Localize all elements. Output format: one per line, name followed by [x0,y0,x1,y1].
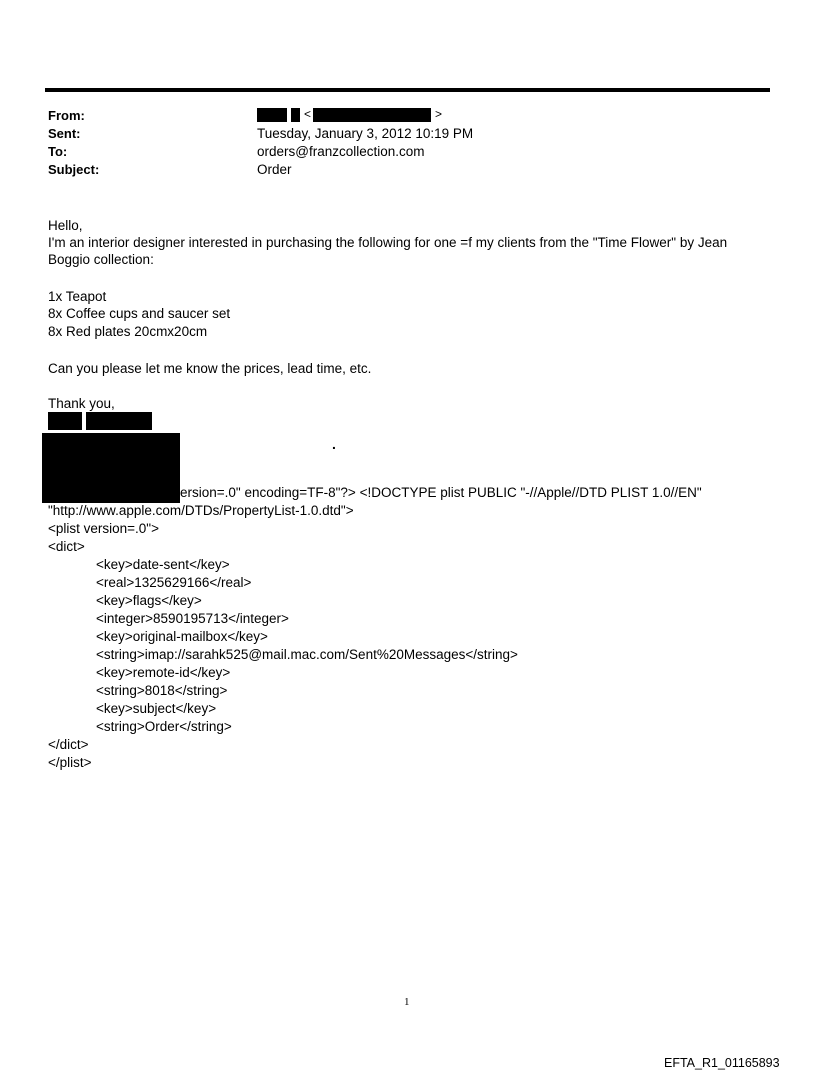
plist-line: "http://www.apple.com/DTDs/PropertyList-1.0.dtd"> [48,503,354,518]
sent-label: Sent: [48,126,81,141]
plist-line: <key>remote-id</key> [96,665,231,680]
plist-line: <dict> [48,539,85,554]
sent-value: Tuesday, January 3, 2012 10:19 PM [257,126,474,141]
stray-dot: . [332,436,336,452]
redaction-box [86,412,152,430]
plist-line: ersion=.0" encoding=TF-8"?> <!DOCTYPE plist PUBLIC "-//Apple//DTD PLIST 1.0//EN" [180,485,702,500]
request-line: Can you please let me know the prices, lead time, etc. [48,361,372,376]
order-item: 1x Teapot [48,289,107,304]
header-rule [45,88,770,92]
plist-line: <plist version=.0"> [48,521,159,536]
from-open-bracket: < [304,107,312,121]
order-item: 8x Red plates 20cmx20cm [48,324,208,339]
page-number: 1 [404,996,410,1008]
body-line: I'm an interior designer interested in purchasing the following for one =f my clients from the "Time Flower" by Jean [48,235,728,250]
plist-line: <string>8018</string> [96,683,228,698]
plist-line: <integer>8590195713</integer> [96,611,289,626]
plist-line: <string>Order</string> [96,719,232,734]
closing-line: Thank you, [48,396,115,411]
plist-line: <real>1325629166</real> [96,575,252,590]
redaction-box [42,433,180,503]
redaction-box [48,412,82,430]
greeting: Hello, [48,218,83,233]
plist-line: <key>subject</key> [96,701,217,716]
redaction-box [313,108,431,122]
plist-line: </plist> [48,755,92,770]
plist-line: </dict> [48,737,89,752]
plist-line: <key>date-sent</key> [96,557,230,572]
to-label: To: [48,144,68,159]
redaction-box [257,108,287,122]
to-value: orders@franzcollection.com [257,144,425,159]
subject-value: Order [257,162,292,177]
bates-number: EFTA_R1_01165893 [664,1056,780,1070]
plist-line: <key>original-mailbox</key> [96,629,268,644]
subject-label: Subject: [48,162,100,177]
body-line: Boggio collection: [48,252,154,267]
plist-line: <key>flags</key> [96,593,202,608]
from-close-bracket: > [435,107,443,121]
from-label: From: [48,108,85,123]
order-item: 8x Coffee cups and saucer set [48,306,231,321]
plist-line: <string>imap://sarahk525@mail.mac.com/Sent%20Messages</string> [96,647,518,662]
redaction-box [291,108,300,122]
